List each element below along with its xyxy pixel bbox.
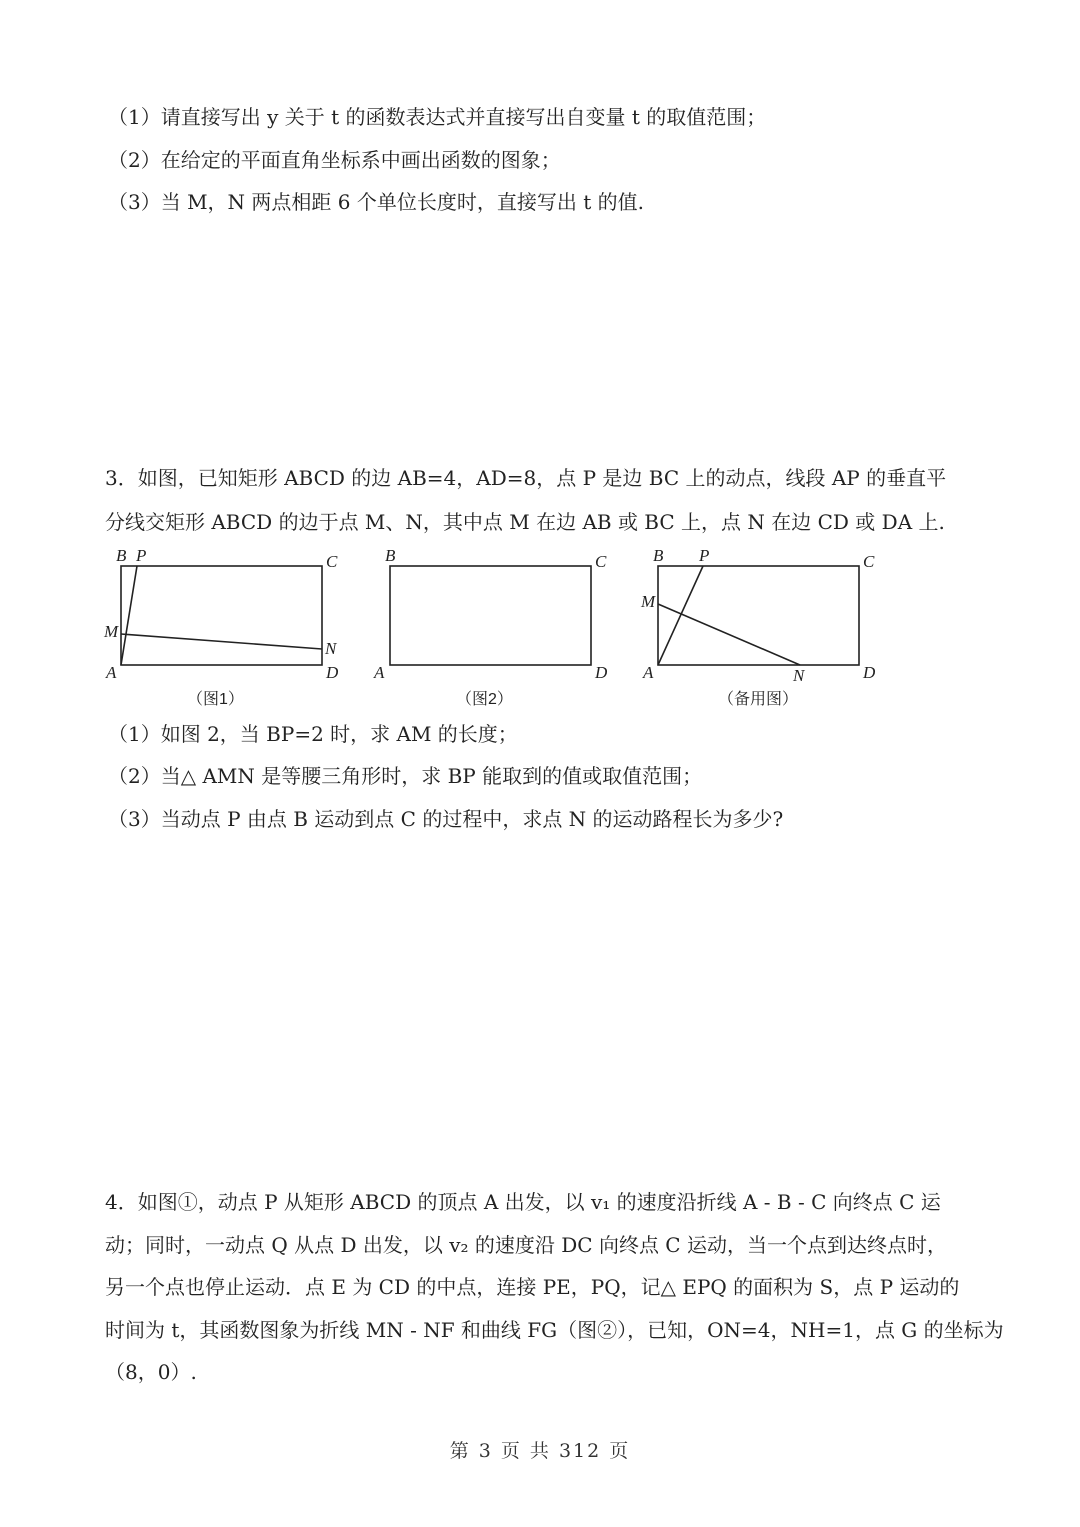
backup-label-a: A [643,663,654,682]
figure-2 [369,540,619,685]
fig2-label-a: A [374,663,385,682]
fig1-label-p: P [136,546,147,565]
page-footer: 第 3 页 共 312 页 [449,1440,631,1462]
backup-label-b: B [653,546,664,565]
fig2-label-c: C [595,552,607,571]
q3-stem-line-2: 分线交矩形 ABCD 的边于点 M、N，其中点 M 在边 AB 或 BC 上，点 N 在边 CD 或 DA 上. [105,510,945,534]
figure-1 [100,540,350,685]
backup-label-d: D [863,663,876,682]
figure-2-caption: （图2） [456,691,513,708]
fig2-label-b: B [385,546,396,565]
figure-1-caption: （图1） [187,691,244,708]
fig1-label-c: C [326,552,338,571]
figure-backup-caption: （备用图） [718,691,799,708]
backup-label-c: C [863,552,875,571]
fig1-label-n: N [325,639,337,658]
q4-stem-line-3: 另一个点也停止运动．点 E 为 CD 的中点，连接 PE，PQ，记△ EPQ 的面积为 S，点 P 运动的 [105,1275,960,1299]
fig2-label-d: D [595,663,608,682]
q4-stem-line-5: （8，0）. [105,1360,197,1384]
figure-backup [637,540,887,685]
q2-part-3: （3）当 M，N 两点相距 6 个单位长度时，直接写出 t 的值. [108,190,644,214]
fig1-label-b: B [116,546,127,565]
q3-stem-line-1: 3．如图，已知矩形 ABCD 的边 AB=4，AD=8，点 P 是边 BC 上的动点，线段 AP 的垂直平 [105,466,947,490]
q3-part-1: （1）如图 2，当 BP=2 时，求 AM 的长度； [108,722,518,746]
fig1-label-a: A [106,663,117,682]
backup-label-m: M [641,592,656,611]
backup-label-p: P [699,546,710,565]
q3-part-3: （3）当动点 P 由点 B 运动到点 C 的过程中，求点 N 的运动路程长为多少? [108,807,784,831]
q2-part-2: （2）在给定的平面直角坐标系中画出函数的图象； [108,148,561,172]
q4-stem-line-4: 时间为 t，其函数图象为折线 MN - NF 和曲线 FG（图②），已知，ON=4，NH=1，点 G 的坐标为 [105,1318,1004,1342]
q2-part-1: （1）请直接写出 y 关于 t 的函数表达式并直接写出自变量 t 的取值范围； [108,105,767,129]
q4-stem-line-1: 4．如图①，动点 P 从矩形 ABCD 的顶点 A 出发，以 v₁ 的速度沿折线 A - B - C 向终点 C 运 [105,1190,941,1214]
fig1-label-d: D [326,663,339,682]
backup-label-n: N [793,666,805,685]
q4-stem-line-2: 动；同时，一动点 Q 从点 D 出发，以 v₂ 的速度沿 DC 向终点 C 运动，当一个点到达终点时， [105,1233,947,1257]
fig1-label-m: M [104,622,119,641]
q3-part-2: （2）当△ AMN 是等腰三角形时，求 BP 能取到的值或取值范围； [108,764,703,788]
